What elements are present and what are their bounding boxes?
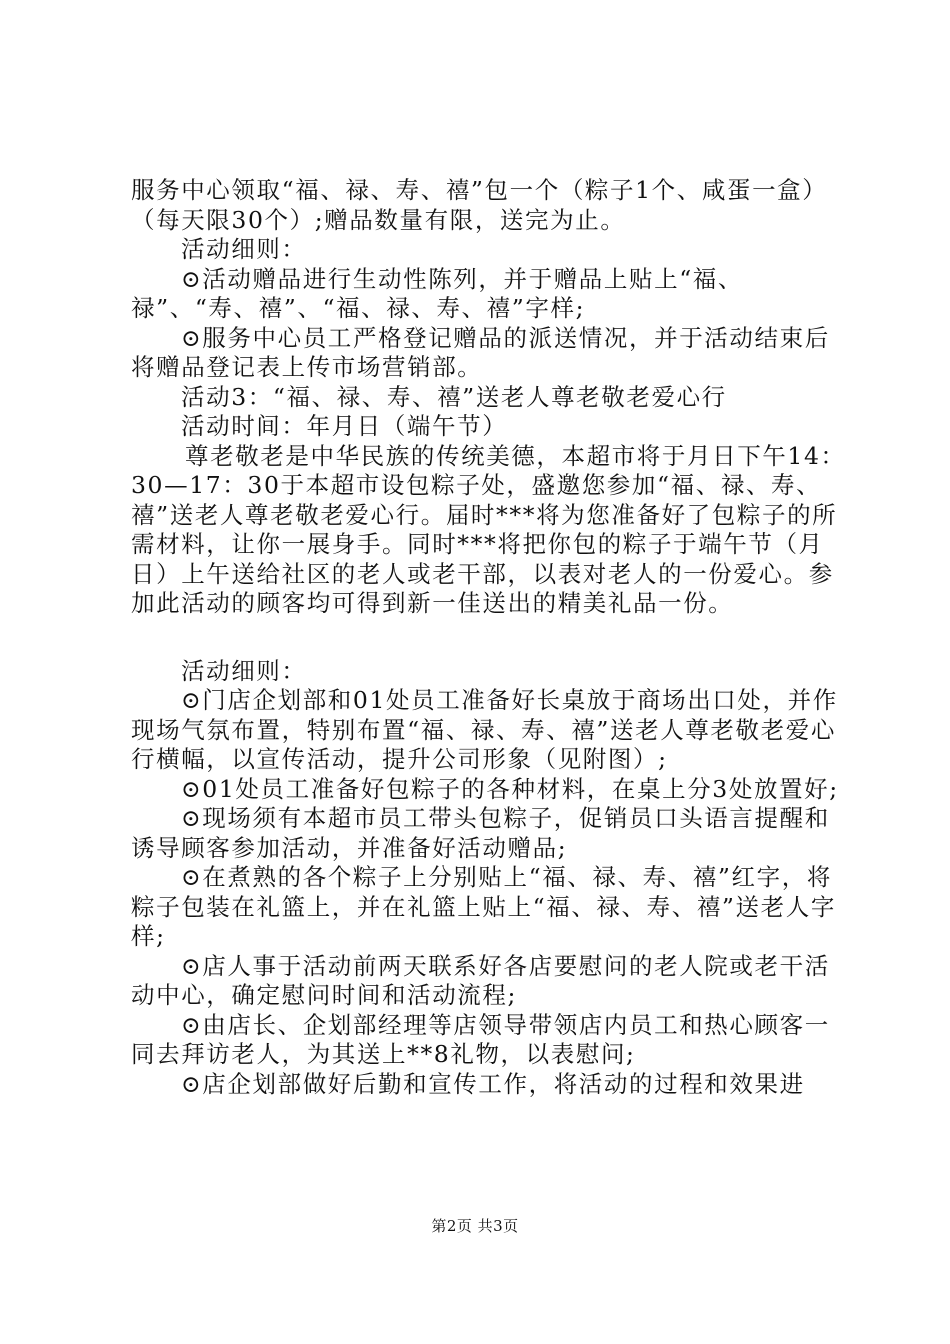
- page-number-footer: 第2页 共3页: [431, 1217, 519, 1235]
- section-heading: 活动细则：: [181, 656, 307, 685]
- activity-time: 活动时间：年月日（端午节）: [181, 412, 508, 440]
- paragraph: 尊老敬老是中华民族的传统美德，本超市将于月日下午14：30—17：30于本超市设包粽子处，盛邀您参加“福、禄、寿、禧”送老人尊老敬老爱心行。届时***将为您准备好了包粽子的所需材料，让你一展身手。同时***将把你包的粽子于端午节（月日）上午送给社区的老人或老干部，以表对老人的一份爱心。参加此活动的顾客均可得到新一佳送出的精美礼品一份。: [131, 441, 846, 617]
- paragraph: 服务中心领取“福、禄、寿、禧”包一个（粽子1个、咸蛋一盒）（每天限30个）;赠品数量有限，送完为止。: [131, 176, 828, 234]
- section-heading: 活动细则：: [181, 235, 307, 263]
- list-item: ⊙服务中心员工严格登记赠品的派送情况，并于活动结束后将赠品登记表上传市场营销部。: [131, 323, 830, 381]
- list-item: ⊙店企划部做好后勤和宣传工作，将活动的过程和效果进: [181, 1069, 805, 1098]
- activity-title: 活动3：“福、禄、寿、禧”送老人尊老敬老爱心行: [181, 382, 727, 411]
- list-item: ⊙由店长、企划部经理等店领导带领店内员工和热心顾客一同去拜访老人，为其送上**8礼物，以表慰问;: [131, 1010, 830, 1068]
- list-item: ⊙店人事于活动前两天联系好各店要慰问的老人院或老干活动中心，确定慰问时间和活动流程;: [131, 951, 830, 1009]
- list-item: ⊙现场须有本超市员工带头包粽子，促销员口头语言提醒和诱导顾客参加活动，并准备好活动赠品;: [131, 804, 830, 862]
- list-item: ⊙在煮熟的各个粽子上分别贴上“福、禄、寿、禧”红字，将粽子包装在礼篮上，并在礼篮上贴上“福、禄、寿、禧”送老人字样;: [131, 863, 836, 950]
- list-item: ⊙01处员工准备好包粽子的各种材料，在桌上分3处放置好;: [181, 774, 839, 803]
- list-item: ⊙活动赠品进行生动性陈列，并于赠品上贴上“福、禄”、“寿、禧”、“福、禄、寿、禧”字样;: [131, 264, 744, 322]
- document-body: [131, 176, 851, 1099]
- paragraph-spacer: [131, 619, 851, 657]
- list-item: ⊙门店企划部和01处员工准备好长桌放于商场出口处，并作现场气氛布置，特别布置“福、禄、寿、禧”送老人尊老敬老爱心行横幅，以宣传活动，提升公司形象（见附图）;: [131, 686, 838, 773]
